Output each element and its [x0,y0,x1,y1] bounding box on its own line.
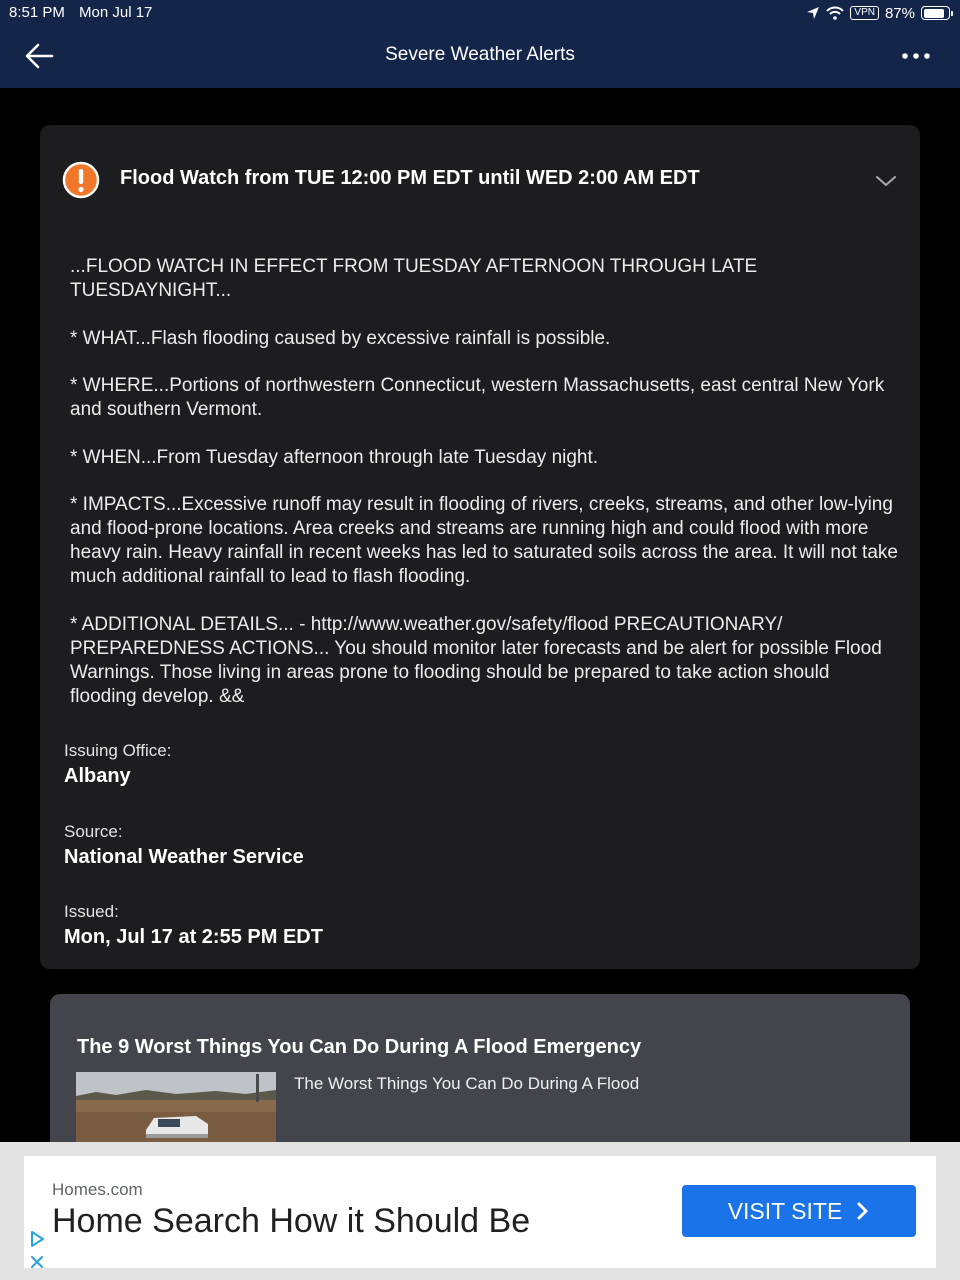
ad-choices[interactable] [28,1230,46,1266]
ad-headline[interactable]: Home Search How it Should Be [52,1202,531,1240]
alert-paragraph: * WHERE...Portions of northwestern Connecticut, western Massachusetts, east central New York and southern Vermont. [70,375,885,420]
visit-site-button[interactable] [682,1185,916,1237]
ad-advertiser[interactable]: Homes.com [52,1180,143,1199]
alert-paragraph: * IMPACTS...Excessive runoff may result in flooding of rivers, creeks, streams, and other low-lying and flood-prone locations. Area creeks and streams are running high and could flood with more heavy rain. Heavy rainfall in recent weeks has led to saturated soils across the area. It will not take much additional rainfall to lead to flash flooding. [70,494,898,587]
status-indicators [806,3,950,23]
alert-paragraph: * ADDITIONAL DETAILS... - http://www.weather.gov/safety/flood PRECAUTIONARY/ PREPAREDNESS ACTIONS... You should monitor later forecasts and be alert for possible Flood Warnings. Those living in areas prone to flooding should be prepared to take action should flooding develop. && [70,613,882,707]
article-thumbnail[interactable] [76,1072,276,1142]
chevron-right-icon [856,1201,870,1221]
alert-paragraph: * WHAT...Flash flooding caused by excessive rainfall is possible. [70,327,611,349]
issuing-office-value: Albany [64,765,131,787]
alert-issued [64,901,764,950]
battery-icon [921,6,950,20]
issuing-office-label: Issuing Office: [64,741,172,760]
ad-container [0,1142,960,1280]
vpn-badge: VPN [850,6,879,20]
top-bar [0,0,960,88]
wifi-icon [826,6,844,20]
more-horizontal-icon [900,44,932,68]
article-subtitle[interactable]: The Worst Things You Can Do During A Flood [294,1074,640,1093]
close-icon[interactable] [28,1253,46,1271]
source-value: National Weather Service [64,846,304,868]
page-title: Severe Weather Alerts [385,44,575,65]
status-time: 8:51 PM [9,4,65,21]
chevron-down-icon[interactable] [874,171,898,191]
battery-percent: 87% [884,4,915,22]
issuing-office [64,740,764,789]
status-bar [0,0,960,26]
alert-paragraph: * WHEN...From Tuesday afternoon through late Tuesday night. [70,446,599,468]
visit-site-label: VISIT SITE [727,1197,843,1224]
alert-card [40,125,920,969]
alert-paragraph: ...FLOOD WATCH IN EFFECT FROM TUESDAY AFTERNOON THROUGH LATE TUESDAYNIGHT... [70,256,758,301]
ad-choices-icon [28,1230,46,1248]
alert-title: Flood Watch from TUE 12:00 PM EDT until WED 2:00 AM EDT [120,167,700,189]
exclamation-circle-icon [62,161,100,199]
issued-label: Issued: [64,902,119,921]
issued-value: Mon, Jul 17 at 2:55 PM EDT [64,926,323,948]
source-label: Source: [64,822,123,841]
article-title[interactable]: The 9 Worst Things You Can Do During A Flood Emergency [77,1036,642,1058]
ad-banner[interactable] [24,1156,936,1268]
more-options-button[interactable] [900,44,932,68]
alert-description [70,255,900,732]
alert-source [64,821,764,870]
location-icon [806,6,820,20]
status-date: Mon Jul 17 [79,4,153,21]
